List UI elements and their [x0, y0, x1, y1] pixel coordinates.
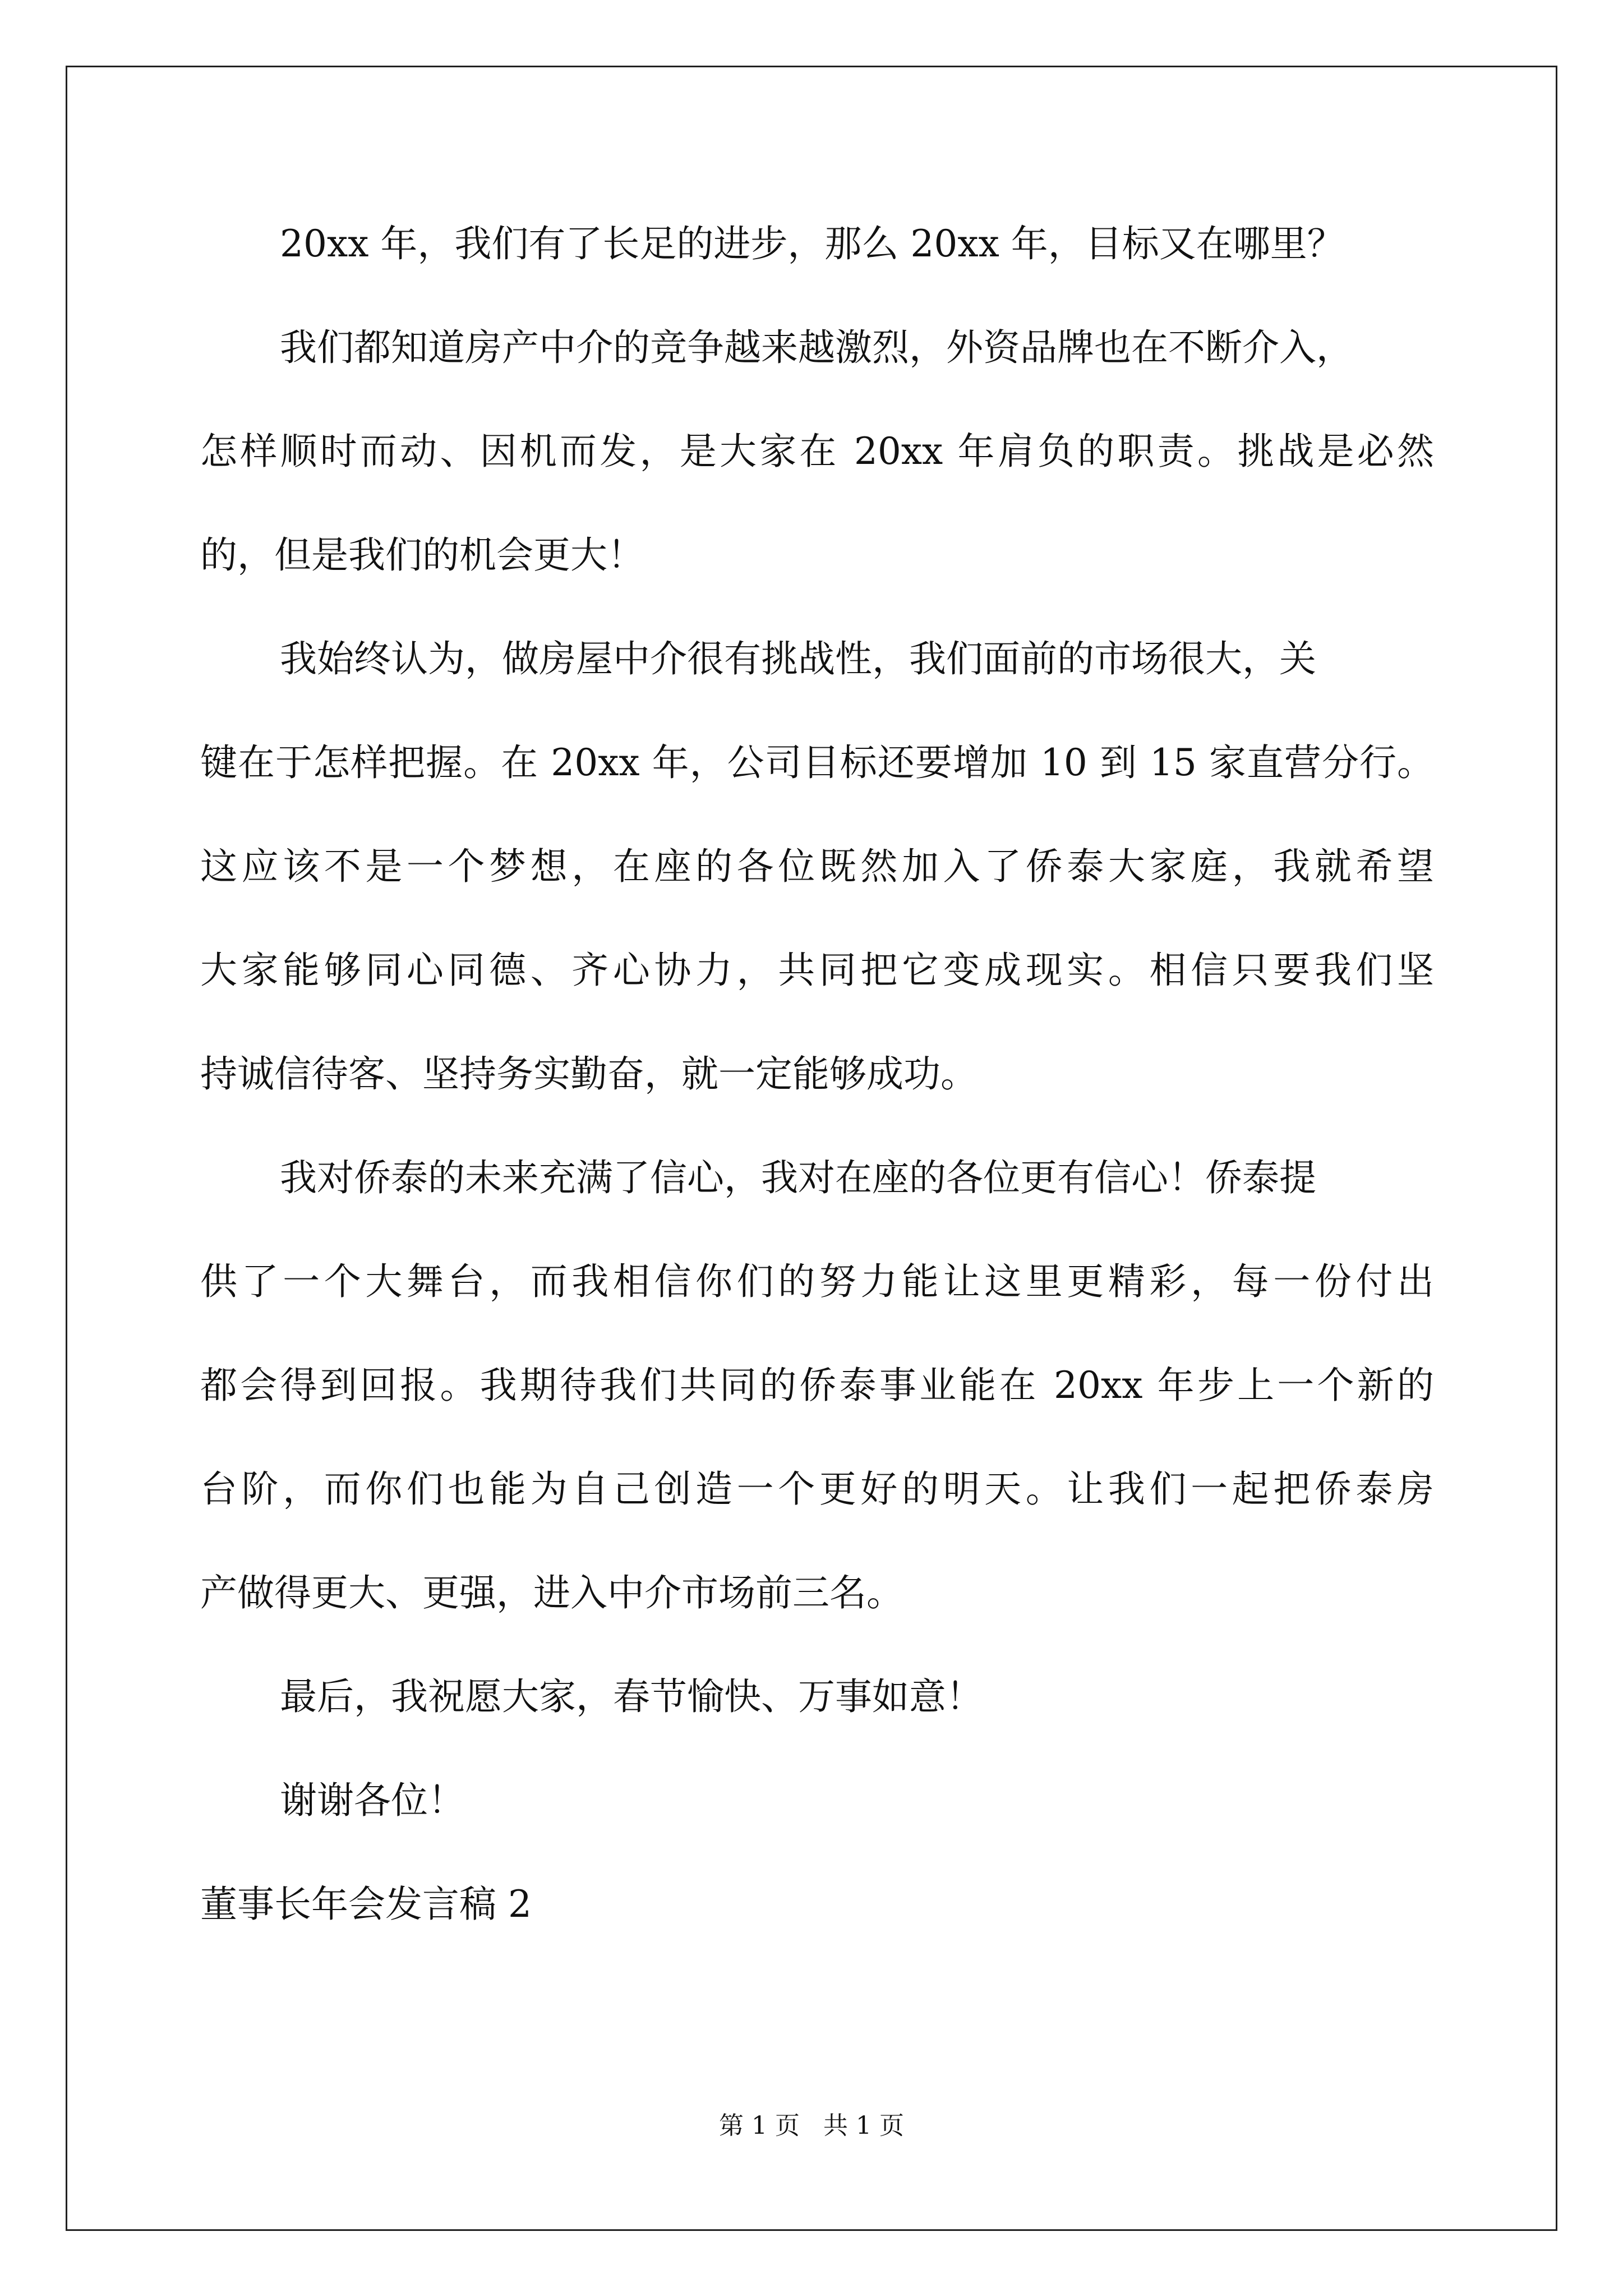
paragraph-line: 谢谢各位！	[280, 1779, 465, 1822]
paragraph-line: 供了一个大舞台，而我相信你们的努力能让这里更精彩，每一份付出	[200, 1260, 1434, 1303]
paragraph-line: 20xx 年，我们有了长足的进步，那么 20xx 年，目标又在哪里？	[280, 222, 1344, 265]
paragraph-line: 我始终认为，做房屋中介很有挑战性，我们面前的市场很大，关	[280, 637, 1316, 680]
paragraph-line: 都会得到回报。我期待我们共同的侨泰事业能在 20xx 年步上一个新的	[200, 1364, 1434, 1407]
page-footer: 第 1 页 共 1 页	[719, 2111, 904, 2140]
paragraph-line: 持诚信待客、坚持务实勤奋，就一定能够成功。	[200, 1052, 978, 1096]
paragraph-line: 我对侨泰的未来充满了信心，我对在座的各位更有信心！侨泰提	[280, 1156, 1316, 1199]
paragraph-line: 的，但是我们的机会更大！	[200, 533, 644, 577]
section-heading: 董事长年会发言稿 2	[200, 1883, 532, 1926]
paragraph-line: 键在于怎样把握。在 20xx 年，公司目标还要增加 10 到 15 家直营分行。	[200, 741, 1434, 784]
paragraph-line: 台阶，而你们也能为自己创造一个更好的明天。让我们一起把侨泰房	[200, 1467, 1434, 1511]
paragraph-line: 最后，我祝愿大家，春节愉快、万事如意！	[280, 1675, 983, 1718]
paragraph-line: 产做得更大、更强，进入中介市场前三名。	[200, 1571, 903, 1614]
paragraph-line: 大家能够同心同德、齐心协力，共同把它变成现实。相信只要我们坚	[200, 949, 1434, 992]
paragraph-line: 怎样顺时而动、因机而发，是大家在 20xx 年肩负的职责。挑战是必然	[200, 430, 1434, 473]
paragraph-line: 我们都知道房产中介的竞争越来越激烈，外资品牌也在不断介入，	[280, 326, 1353, 369]
paragraph-line: 这应该不是一个梦想，在座的各位既然加入了侨泰大家庭，我就希望	[200, 845, 1434, 888]
